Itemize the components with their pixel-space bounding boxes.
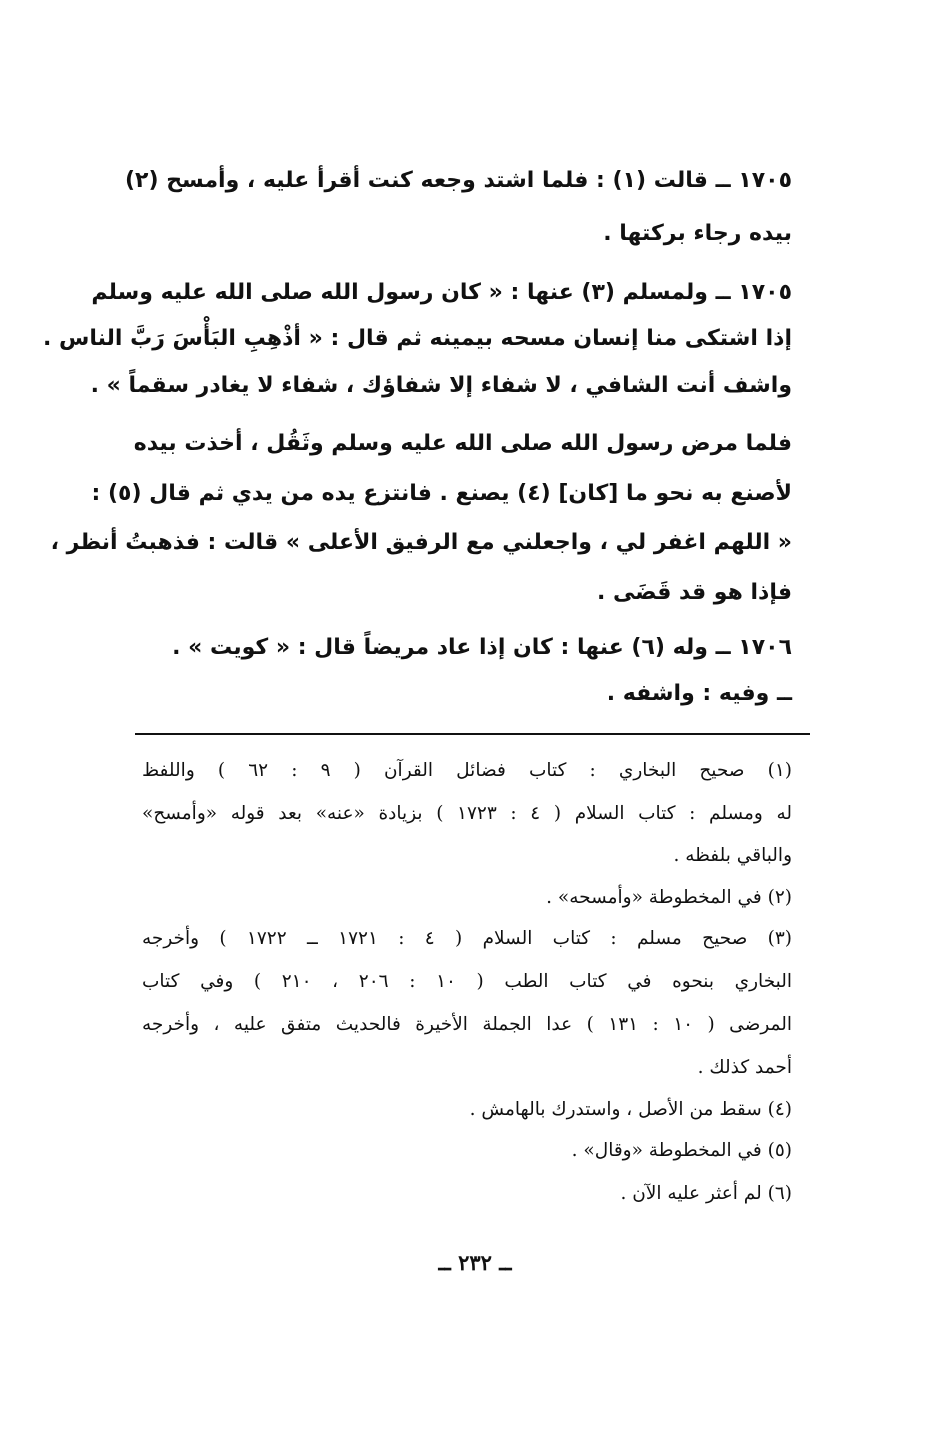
footnote-1-line-2: له ومسلم : كتاب السلام ( ٤ : ١٧٢٣ ) بزيادة «عنه» بعد قوله «وأمسح» <box>142 803 793 824</box>
hadith-1706-line-1: ١٧٠٦ ــ وله (٦) عنها : كان إذا عاد مريضاً قال : « كويت » . <box>172 635 792 660</box>
hadith-1705-line-1: ١٧٠٥ ــ قالت (١) : فلما اشتد وجعه كنت أقرأ عليه ، وأمسح (٢) <box>124 168 792 193</box>
hadith-1705-line-2: بيده رجاء بركتها . <box>603 221 792 246</box>
footnote-6: (٦) لم أعثر عليه الآن . <box>620 1183 792 1204</box>
footnote-2: (٢) في المخطوطة «وأمسحه» . <box>546 887 792 908</box>
footnote-1-line-1: (١) صحيح البخاري : كتاب فضائل القرآن ( ٩ : ٦٢ ) واللفظ <box>142 760 793 781</box>
footnote-5: (٥) في المخطوطة «وقال» . <box>571 1140 792 1161</box>
footnote-3-line-2: البخاري بنحوه في كتاب الطب ( ١٠ : ٢٠٦ ، ٢١٠ ) وفي كتاب <box>142 971 792 992</box>
hadith-1705b-line-6: « اللهم اغفر لي ، واجعلني مع الرفيق الأعلى » قالت : فذهبتُ أنظر ، <box>50 530 792 555</box>
footnote-3-line-4: أحمد كذلك . <box>697 1057 792 1078</box>
hadith-1705b-line-3: واشف أنت الشافي ، لا شفاء إلا شفاؤك ، شفاء لا يغادر سقماً » . <box>90 373 792 398</box>
page-number: ــ ٢٣٢ ــ <box>438 1250 512 1275</box>
footnote-1-line-3: والباقي بلفظه . <box>673 845 792 866</box>
footnote-separator <box>135 733 810 735</box>
hadith-1705b-line-5: لأصنع به نحو ما [كان] (٤) يصنع . فانتزع يده من يدي ثم قال (٥) : <box>91 481 792 506</box>
footnote-3-line-1: (٣) صحيح مسلم : كتاب السلام ( ٤ : ١٧٢١ ــ ١٧٢٢ ) وأخرجه <box>142 928 792 949</box>
footnote-3-line-3: المرضى ( ١٠ : ١٣١ ) عدا الجملة الأخيرة فالحديث متفق عليه ، وأخرجه <box>142 1014 792 1035</box>
hadith-1706-line-2: ــ وفيه : واشفه . <box>606 681 792 706</box>
hadith-1705b-line-2: إذا اشتكى منا إنسان مسحه بيمينه ثم قال : « أذْهِبِ البَأْسَ رَبَّ الناس . <box>43 326 792 351</box>
hadith-1705b-line-1: ١٧٠٥ ــ ولمسلم (٣) عنها : « كان رسول الله صلى الله عليه وسلم <box>91 280 792 305</box>
hadith-1705b-line-4: فلما مرض رسول الله صلى الله عليه وسلم وثَقُل ، أخذت بيده <box>133 431 792 456</box>
footnote-4: (٤) سقط من الأصل ، واستدرك بالهامش . <box>469 1099 792 1120</box>
hadith-1705b-line-7: فإذا هو قد قَضَى . <box>597 580 792 605</box>
